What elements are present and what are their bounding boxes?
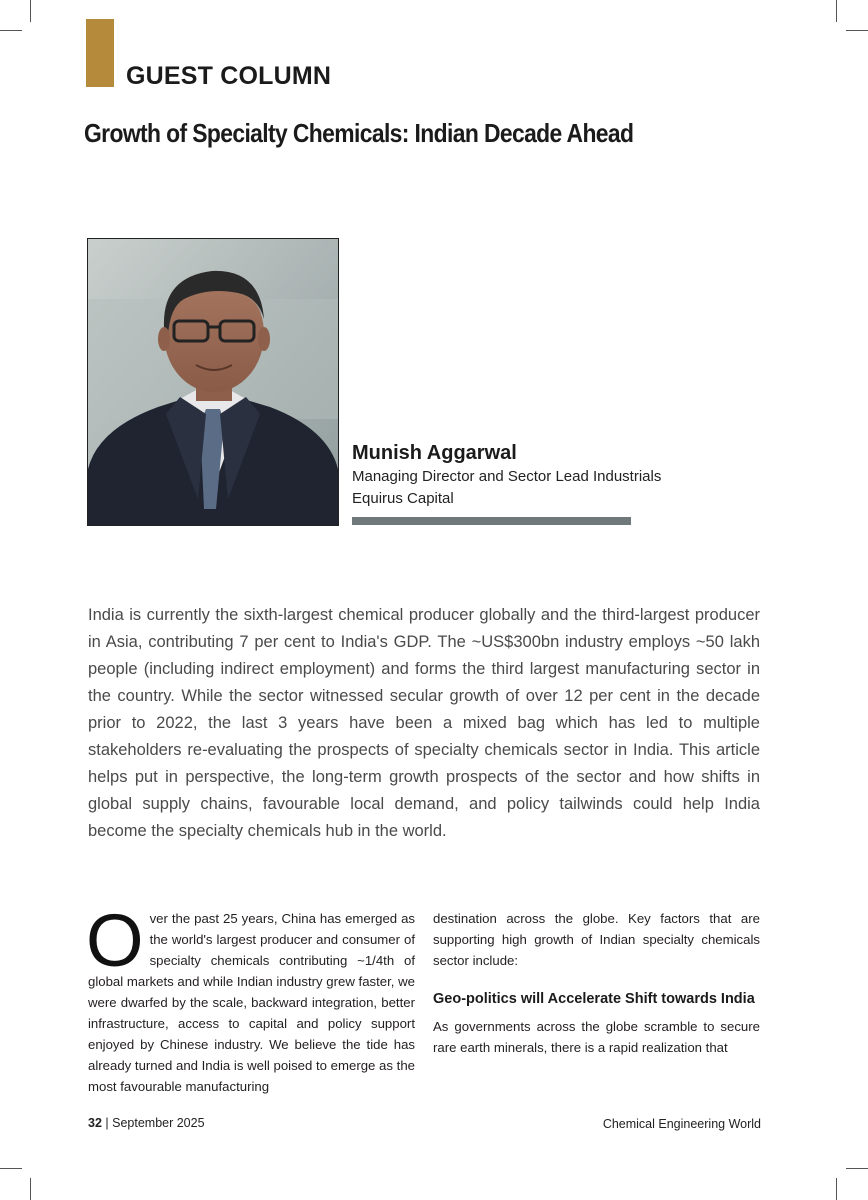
article-headline: Growth of Specialty Chemicals: Indian Decade Ahead (84, 118, 634, 148)
author-organization: Equirus Capital (352, 490, 454, 507)
body-text: ver the past 25 years, China has emerged as the world's largest producer and consumer of specialty chemicals contributing ~1/4th of global markets and while Indian industry grew faster, we were dwarfed by the scale, backward integration, better infrastructure, access to capital and policy support enjoyed by Chinese industry. We believe the tide has already turned and India is well poised to emerge as the most favourable manufacturing (88, 911, 415, 1094)
issue-date: September 2025 (112, 1116, 205, 1130)
crop-mark (30, 0, 31, 22)
drop-cap: O (86, 899, 144, 982)
crop-mark (836, 0, 837, 22)
article-intro: India is currently the sixth-largest chemical producer globally and the third-largest producer in Asia, contributing 7 per cent to India's GDP. The ~US$300bn industry employs ~50 lakh people (including indirect employment) and forms the third largest manufacturing sector in the country. While the sector witnessed secular growth of over 12 per cent in the decade prior to 2022, the last 3 years have been a mixed bag which has led to multiple stakeholders re-evaluating the prospects of specialty chemicals sector in India. This article helps put in perspective, the long-term growth prospects of the sector and how shifts in global supply chains, favourable local demand, and policy tailwinds could help India become the specialty chemicals hub in the world. (88, 606, 760, 840)
body-paragraph (86, 899, 415, 1097)
body-paragraph: As governments across the globe scramble to secure rare earth minerals, there is a rapid realization that (433, 1019, 760, 1055)
crop-mark (0, 1168, 22, 1169)
footer-separator: | (101, 1116, 113, 1130)
author-title: Managing Director and Sector Lead Industrials (352, 468, 662, 485)
page-number: 32 (88, 1116, 102, 1130)
crop-mark (846, 1168, 868, 1169)
author-portrait-illustration (88, 239, 338, 525)
body-column-right (433, 908, 760, 1058)
crop-mark (0, 30, 22, 31)
crop-mark (846, 30, 868, 31)
section-label: GUEST COLUMN (126, 62, 332, 90)
body-paragraph: destination across the globe. Key factors that are supporting high growth of Indian specialty chemicals sector include: (433, 911, 760, 968)
author-portrait (87, 238, 339, 526)
magazine-name: Chemical Engineering World (602, 1117, 761, 1131)
author-divider (352, 517, 631, 525)
body-subheading: Geo-politics will Accelerate Shift towards India (433, 991, 755, 1007)
author-name: Munish Aggarwal (352, 442, 517, 464)
section-accent-bar (86, 19, 114, 87)
body-column-left (86, 899, 415, 1097)
footer-page-info (88, 1116, 205, 1130)
crop-mark (30, 1178, 31, 1200)
crop-mark (836, 1178, 837, 1200)
